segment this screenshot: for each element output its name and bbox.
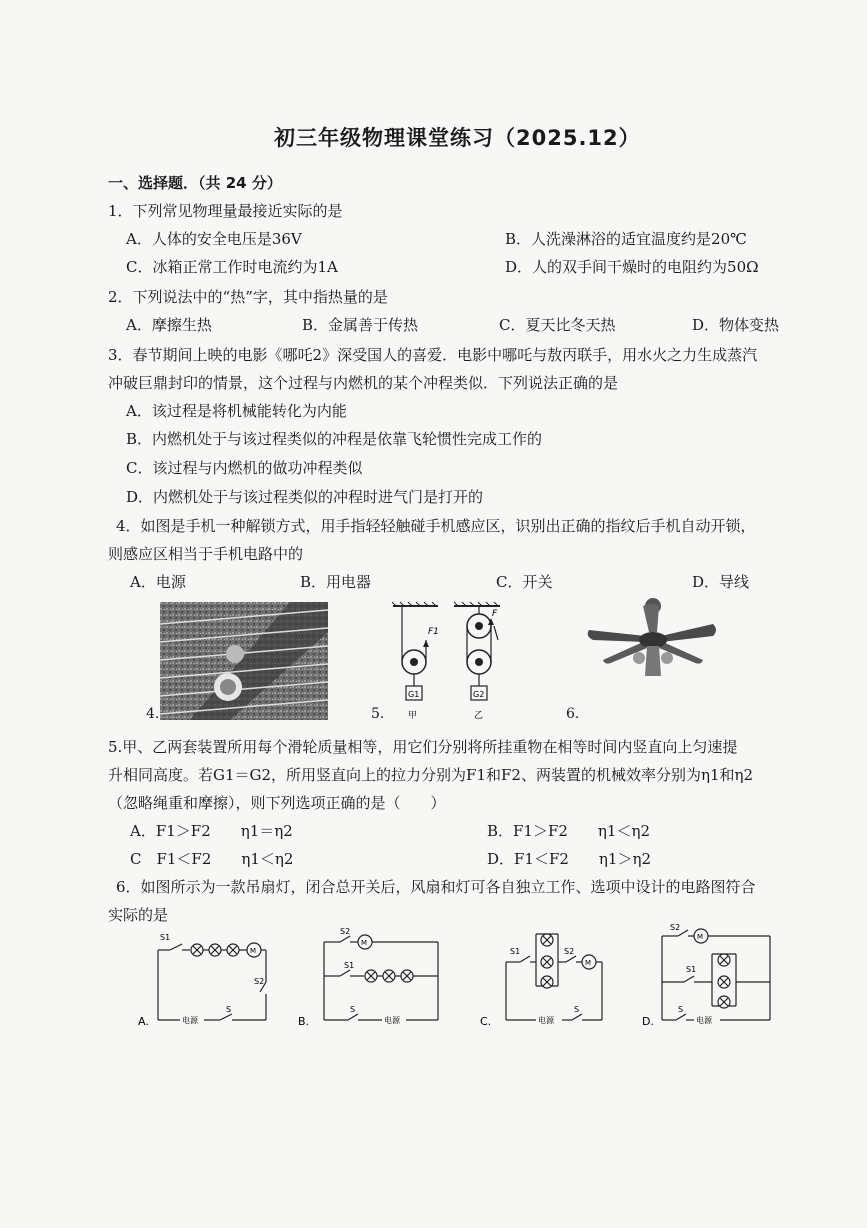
question-3-option-c: C．该过程与内燃机的做功冲程类似	[126, 459, 363, 477]
label-yi: 乙	[474, 711, 484, 721]
circuit-a-label: A.	[138, 1015, 149, 1028]
question-1-option-d: D．人的双手间干燥时的电阻约为50Ω	[505, 258, 759, 276]
circuit-diagram-a	[136, 926, 272, 1032]
circuit-a-motor-label: M	[250, 947, 257, 955]
circuit-d-switch-s-label: S	[678, 1005, 684, 1014]
question-2-stem: 2．下列说法中的“热”字，其中指热量的是	[108, 288, 388, 306]
circuit-c-source-label: 电源	[538, 1016, 554, 1025]
fingerprint-sensor-photo	[160, 602, 328, 720]
circuit-b-switch-s-label: S	[350, 1005, 356, 1014]
circuit-d-label: D.	[642, 1015, 654, 1028]
question-6-stem-line2: 实际的是	[108, 906, 169, 924]
question-3-option-d: D．内燃机处于与该过程类似的冲程时进气门是打开的	[126, 488, 484, 506]
circuit-a-switch-s2-label: S2	[254, 977, 265, 986]
circuit-c-label: C.	[480, 1015, 492, 1028]
question-4-option-b: B．用电器	[300, 573, 372, 591]
circuit-diagram-b	[296, 926, 446, 1032]
circuit-b-switch-s2-label: S2	[340, 927, 351, 936]
question-1-option-c: C．冰箱正常工作时电流约为1A	[126, 258, 338, 276]
question-4-option-a: A．电源	[130, 573, 186, 591]
circuit-d-switch-s1-label: S1	[686, 965, 697, 974]
circuit-b-label: B.	[298, 1015, 310, 1028]
weight-label-g1: G1	[408, 690, 420, 699]
circuit-c-motor-label: M	[585, 959, 592, 967]
question-4-stem-line2: 则感应区相当于手机电路中的	[108, 545, 304, 563]
ceiling-fan-light-image	[585, 596, 720, 688]
question-1-option-a: A．人体的安全电压是36V	[126, 230, 302, 248]
question-2-option-b: B．金属善于传热	[302, 316, 419, 334]
circuit-d-motor-label: M	[697, 933, 704, 941]
page-title: 初三年级物理课堂练习（2025.12）	[274, 126, 641, 150]
question-5-option-b: B．F1＞F2 η1＜η2	[487, 822, 650, 840]
question-3-option-a: A．该过程是将机械能转化为内能	[126, 402, 347, 420]
question-3-option-b: B．内燃机处于与该过程类似的冲程是依靠飞轮惯性完成工作的	[126, 430, 543, 448]
circuit-a-source-label: 电源	[182, 1016, 198, 1025]
label-jia: 甲	[408, 711, 418, 721]
circuit-diagram-d	[640, 920, 780, 1032]
question-2-option-d: D．物体变热	[692, 316, 780, 334]
figure-6-label: 6.	[566, 706, 580, 722]
circuit-b-motor-label: M	[361, 939, 368, 947]
section-heading: 一、选择题．（共 24 分）	[108, 174, 282, 192]
circuit-d-switch-s2-label: S2	[670, 923, 681, 932]
question-2-option-a: A．摩擦生热	[126, 316, 212, 334]
question-6-stem-line1: 6．如图所示为一款吊扇灯，闭合总开关后，风扇和灯可各自独立工作、选项中设计的电路图符合	[116, 878, 756, 896]
circuit-b-switch-s1-label: S1	[344, 961, 355, 970]
question-5-option-d: D．F1＜F2 η1＞η2	[487, 850, 651, 868]
question-3-stem-line1: 3．春节期间上映的电影《哪吒2》深受国人的喜爱．电影中哪吒与敖丙联手，用水火之力生成蒸汽	[108, 346, 758, 364]
circuit-d-source-label: 电源	[696, 1016, 712, 1025]
circuit-c-switch-s2-label: S2	[564, 947, 575, 956]
question-3-stem-line2: 冲破巨鼎封印的情景，这个过程与内燃机的某个冲程类似．下列说法正确的是	[108, 374, 619, 392]
question-1-option-b: B．人洗澡淋浴的适宜温度约是20℃	[505, 230, 747, 248]
force-label-f1: F1	[428, 627, 439, 637]
question-5-option-c: C F1＜F2 η1＜η2	[130, 850, 294, 868]
circuit-b-source-label: 电源	[384, 1016, 400, 1025]
question-4-stem-line1: 4．如图是手机一种解锁方式，用手指轻轻触碰手机感应区，识别出正确的指纹后手机自动开锁，	[116, 517, 756, 535]
question-4-option-d: D．导线	[692, 573, 750, 591]
weight-label-g2: G2	[473, 690, 485, 699]
question-4-option-c: C．开关	[496, 573, 553, 591]
circuit-a-switch-s-label: S	[226, 1005, 232, 1014]
figure-4-label: 4.	[146, 706, 160, 722]
circuit-c-switch-s-label: S	[574, 1005, 580, 1014]
figure-5-label: 5.	[371, 706, 385, 722]
question-2-option-c: C．夏天比冬天热	[499, 316, 616, 334]
question-1-stem: 1．下列常见物理量最接近实际的是	[108, 202, 343, 220]
question-5-stem-line2: 升相同高度。若G1＝G2，所用竖直向上的拉力分别为F1和F2、两装置的机械效率分别为η1和η2	[108, 766, 754, 784]
pulley-systems-diagram	[388, 600, 503, 722]
force-label-f2: F	[492, 609, 498, 619]
circuit-a-switch-s1-label: S1	[160, 933, 171, 942]
question-5-stem-line3: （忽略绳重和摩擦），则下列选项正确的是（ ）	[108, 794, 446, 812]
question-5-option-a: A．F1＞F2 η1＝η2	[130, 822, 293, 840]
question-5-stem-line1: 5.甲、乙两套装置所用每个滑轮质量相等，用它们分别将所挂重物在相等时间内竖直向上匀速提	[108, 738, 738, 756]
circuit-c-switch-s1-label: S1	[510, 947, 521, 956]
circuit-diagram-c	[478, 926, 608, 1032]
